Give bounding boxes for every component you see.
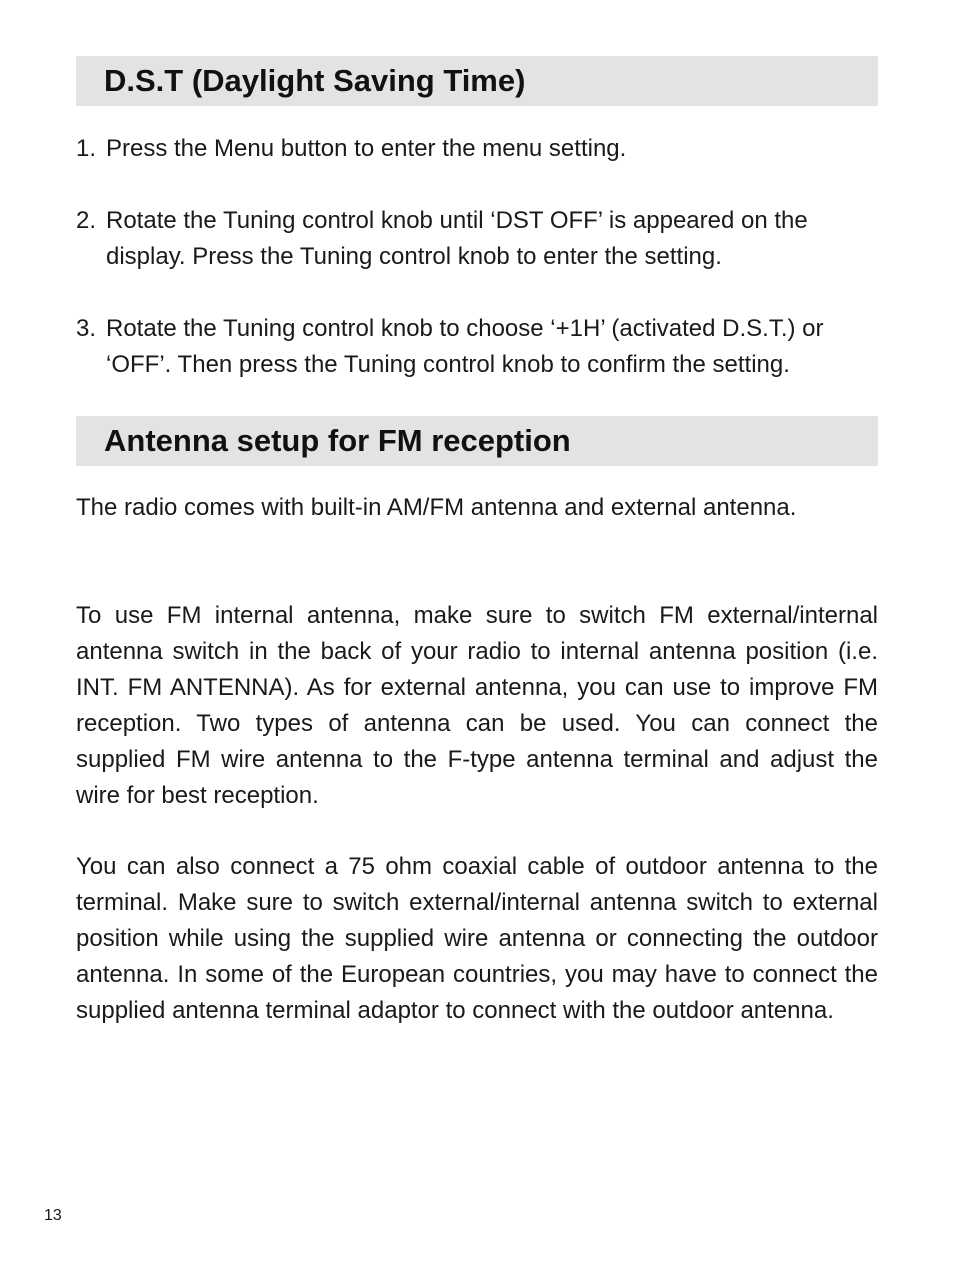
antenna-section-title: Antenna setup for FM reception (76, 416, 878, 466)
dst-steps-list (76, 131, 878, 383)
step-text: Rotate the Tuning control knob until ‘DST OFF’ is appeared on the display. Press the Tuning control knob to enter the setting. (106, 207, 808, 270)
step-number: 1. (76, 135, 97, 162)
dst-section-title: D.S.T (Daylight Saving Time) (76, 56, 878, 106)
antenna-paragraph-3: You can also connect a 75 ohm coaxial cable of outdoor antenna to the terminal. Make sure to switch external/internal antenna switch to external position while using the supplied wire antenna or connecting the outdoor antenna. In some of the European countries, you may have to connect the supplied antenna terminal adaptor to connect with the outdoor antenna. (76, 853, 878, 1024)
step-number: 3. (76, 315, 97, 342)
antenna-paragraph-2: To use FM internal antenna, make sure to switch FM external/internal antenna switch in the back of your radio to internal antenna position (i.e. INT. FM ANTENNA). As for external antenna, you can use to improve FM reception. Two types of antenna can be used. You can connect the supplied FM wire antenna to the F-type antenna terminal and adjust the wire for best reception. (76, 602, 878, 809)
dst-step-3 (76, 311, 878, 383)
step-text: Press the Menu button to enter the menu setting. (106, 135, 627, 162)
page-number: 13 (44, 1207, 62, 1224)
step-number: 2. (76, 207, 97, 234)
dst-step-2 (76, 203, 878, 275)
dst-step-1 (76, 131, 878, 167)
step-text: Rotate the Tuning control knob to choose ‘+1H’ (activated D.S.T.) or ‘OFF’. Then press the Tuning control knob to confirm the setting. (106, 315, 824, 378)
antenna-paragraph-1: The radio comes with built-in AM/FM antenna and external antenna. (76, 494, 797, 521)
